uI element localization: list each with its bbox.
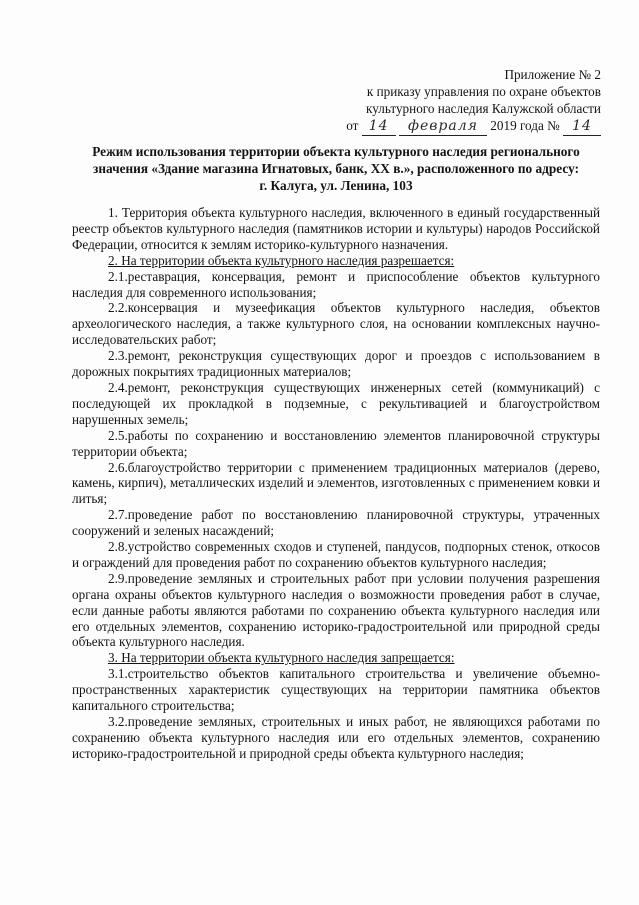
appendix-order-line: к приказу управления по охране объектов bbox=[366, 84, 601, 99]
paragraph: 2.5.работы по сохранению и восстановлению элементов планировочной структуры территории объекта; bbox=[72, 427, 600, 459]
date-prefix: от bbox=[346, 118, 359, 133]
title-line-2: значения «Здание магазина Игнатовых, банк, XX в.», расположенного по адресу: bbox=[92, 161, 579, 176]
paragraph: 2.3.ремонт, реконструкция существующих дорог и проездов с использованием в дорожных покрытиях традиционных материалов; bbox=[72, 348, 600, 380]
handwritten-order-number: 14 bbox=[563, 118, 601, 136]
title-line-1: Режим использования территории объекта культурного наследия регионального bbox=[92, 144, 580, 159]
document-body bbox=[72, 205, 600, 762]
document-title bbox=[72, 143, 600, 194]
handwritten-day: 14 bbox=[362, 118, 396, 136]
paragraph: 2.2.консервация и музеефикация объектов культурного наследия, объектов археологического наследия, а также культурного слоя, на основании комплексных научно-исследовательских работ; bbox=[72, 300, 600, 348]
appendix-title: Приложение № 2 bbox=[504, 67, 601, 82]
paragraph: 2.8.устройство современных сходов и ступеней, пандусов, подпорных стенок, откосов и ограждений для проведения работ по сохранению объектов культурного наследия; bbox=[72, 539, 600, 570]
paragraph: 2.6.благоустройство территории с применением традиционных материалов (дерево, камень, кирпич), металлических изделий и элементов, изготовленных с применением ковки и литья; bbox=[72, 459, 600, 507]
handwritten-month: февраля bbox=[399, 118, 487, 136]
section-heading: 3. На территории объекта культурного наследия запрещается: bbox=[108, 650, 455, 666]
appendix-block bbox=[301, 66, 601, 136]
appendix-department-line: культурного наследия Калужской области bbox=[366, 101, 601, 116]
year-text: 2019 года № bbox=[490, 118, 560, 133]
paragraph: 2.4.ремонт, реконструкция существующих инженерных сетей (коммуникаций) с последующей их прокладкой в подземные, с рекультивацией и благоустройством нарушенных земель; bbox=[72, 379, 600, 427]
title-line-3: г. Калуга, ул. Ленина, 103 bbox=[259, 178, 413, 193]
paragraph: 2.7.проведение работ по восстановлению планировочной структуры, утраченных сооружений и зеленых насаждений; bbox=[72, 507, 600, 539]
paragraph: 2.9.проведение земляных и строительных работ при условии получения разрешения органа охраны объектов культурного наследия о возможности проведения работ в случае, если данные работы являются работами по сохранению объекта культурного наследия или его отдельных элементов, сохранению историко-градостроительной или природной среды объекта культурного наследия. bbox=[72, 570, 600, 650]
paragraph: 2.1.реставрация, консервация, ремонт и приспособление объектов культурного наследия для современного использования; bbox=[72, 268, 600, 300]
paragraph: 3.2.проведение земляных, строительных и иных работ, не являющихся работами по сохранению объекта культурного наследия или его отдельных элементов, сохранению историко-градостроительной и природной среды объекта культурного наследия; bbox=[72, 714, 600, 761]
section-heading: 2. На территории объекта культурного наследия разрешается: bbox=[108, 252, 455, 268]
paragraph: 3.1.строительство объектов капитального строительства и увеличение объемно-пространственных характеристик существующих на территории памятника объектов капитального строительства; bbox=[72, 666, 600, 714]
paragraph: 1. Территория объекта культурного наследия, включенного в единый государственный реестр объектов культурного наследия (памятников истории и культуры) народов Российской Федерации, относится к землям историко-культурного назначения. bbox=[72, 205, 600, 252]
appendix-date-line bbox=[301, 117, 601, 136]
